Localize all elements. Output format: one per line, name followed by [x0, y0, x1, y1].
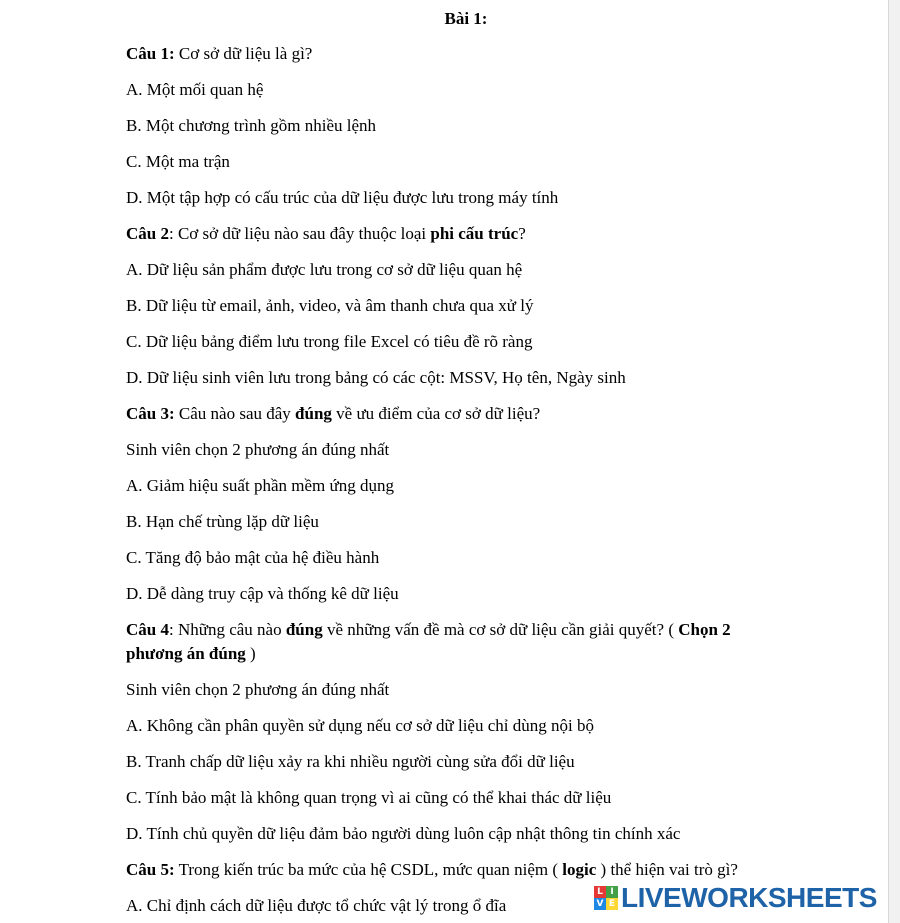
question-4: [126, 618, 731, 642]
question-5-text-b: ) thể hiện vai trò gì?: [596, 860, 738, 879]
liveworksheets-logo-text: LIVEWORKSHEETS: [621, 882, 877, 913]
question-3-text-a: Câu nào sau đây: [174, 404, 296, 423]
question-2-label: Câu 2: [126, 224, 169, 243]
question-5-label: Câu 5:: [126, 860, 175, 879]
question-2-text-b: ?: [518, 224, 526, 243]
question-4-option-a: A. Không cần phân quyền sử dụng nếu cơ sở dữ liệu chỉ dùng nội bộ: [126, 716, 594, 735]
question-3-option-b: B. Hạn chế trùng lặp dữ liệu: [126, 512, 319, 531]
question-4-emphasis-options: phương án đúng: [126, 644, 246, 663]
question-2-option-d: D. Dữ liệu sinh viên lưu trong bảng có các cột: MSSV, Họ tên, Ngày sinh: [126, 368, 626, 387]
question-4-text-a: : Những câu nào: [168, 620, 286, 639]
question-4-emphasis: đúng: [285, 620, 323, 639]
question-1-option-b: B. Một chương trình gồm nhiều lệnh: [126, 116, 377, 135]
question-2-option-a: A. Dữ liệu sản phẩm được lưu trong cơ sở dữ liệu quan hệ: [126, 260, 523, 279]
question-5-text-a: Trong kiến trúc ba mức của hệ CSDL, mức quan niệm (: [174, 860, 563, 879]
question-4-text-c: ): [245, 644, 256, 663]
question-3-option-a: A. Giảm hiệu suất phần mềm ứng dụng: [126, 476, 394, 495]
question-1-option-a: A. Một mối quan hệ: [126, 80, 264, 99]
question-2-emphasis: phi cấu trúc: [430, 224, 519, 243]
question-1-option-d: D. Một tập hợp có cấu trúc của dữ liệu được lưu trong máy tính: [126, 188, 559, 207]
question-1-text: Cơ sở dữ liệu là gì?: [174, 44, 313, 63]
question-4-emphasis-choose: Chọn 2: [678, 620, 731, 639]
question-3-emphasis: đúng: [295, 404, 332, 423]
question-3-option-d: D. Dễ dàng truy cập và thống kê dữ liệu: [126, 584, 399, 603]
question-3: [126, 402, 540, 426]
question-1-option-c: C. Một ma trận: [126, 152, 230, 171]
question-2-option-b: B. Dữ liệu từ email, ảnh, video, và âm thanh chưa qua xử lý: [126, 296, 534, 315]
question-4-label: Câu 4: [126, 620, 169, 639]
page-edge: [889, 0, 900, 923]
liveworksheets-logo-icon: [594, 886, 618, 910]
logo-letter-e: E: [606, 898, 618, 910]
question-5-option-a: A. Chỉ định cách dữ liệu được tổ chức vật lý trong ổ đĩa: [126, 896, 507, 915]
logo-letter-l: L: [594, 886, 606, 898]
question-4-option-c: C. Tính bảo mật là không quan trọng vì ai cũng có thể khai thác dữ liệu: [126, 788, 612, 807]
question-1-label: Câu 1:: [126, 44, 175, 63]
question-2-text-a: : Cơ sở dữ liệu nào sau đây thuộc loại: [168, 224, 431, 243]
page-title: Bài 1:: [444, 9, 488, 28]
question-5-emphasis: logic: [562, 860, 597, 879]
question-3-text-b: về ưu điểm của cơ sở dữ liệu?: [331, 404, 541, 423]
question-4-option-b: B. Tranh chấp dữ liệu xảy ra khi nhiều người cùng sửa đổi dữ liệu: [126, 752, 575, 771]
question-4-text-b: về những vấn đề mà cơ sở dữ liệu cần giải quyết? (: [322, 620, 679, 639]
question-2: [126, 222, 526, 246]
liveworksheets-logo: [594, 882, 877, 914]
question-4-continuation: [126, 642, 256, 666]
logo-letter-i: I: [606, 886, 618, 898]
question-3-instruction: Sinh viên chọn 2 phương án đúng nhất: [126, 440, 390, 459]
question-4-instruction: Sinh viên chọn 2 phương án đúng nhất: [126, 680, 390, 699]
question-3-option-c: C. Tăng độ bảo mật của hệ điều hành: [126, 548, 380, 567]
logo-letter-v: V: [594, 898, 606, 910]
question-2-option-c: C. Dữ liệu bảng điểm lưu trong file Excel có tiêu đề rõ ràng: [126, 332, 533, 351]
question-5: [126, 858, 738, 882]
question-4-option-d: D. Tính chủ quyền dữ liệu đảm bảo người dùng luôn cập nhật thông tin chính xác: [126, 824, 681, 843]
question-3-label: Câu 3:: [126, 404, 175, 423]
question-1: [126, 42, 312, 66]
